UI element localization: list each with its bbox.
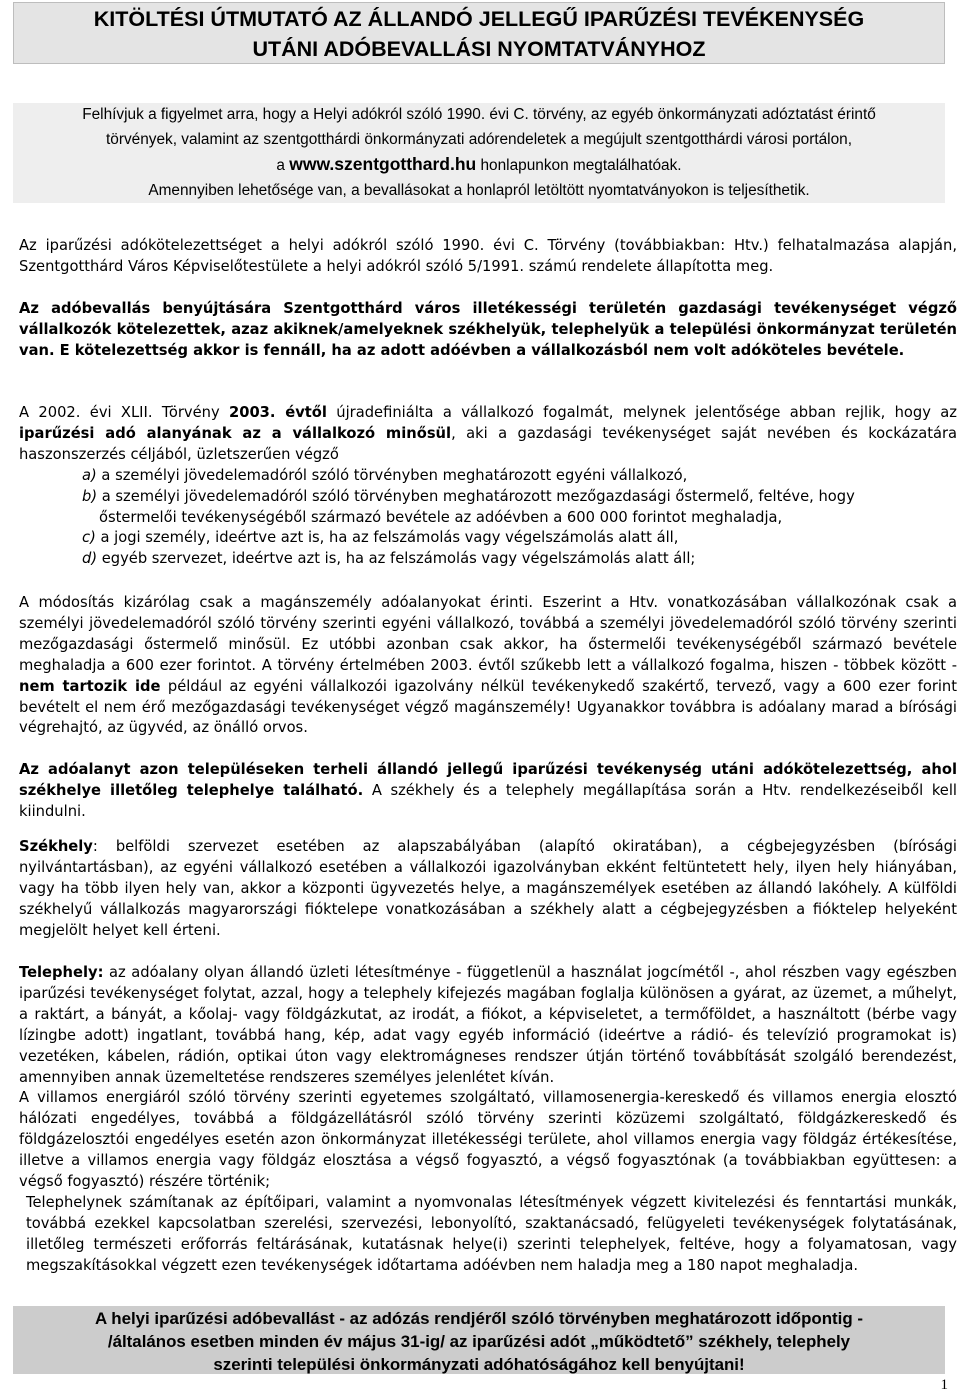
- amendment-part-c: például az egyéni vállalkozói igazolvány nélkül tevékenykedő szakértő, tervező, vagy a 600 ezer forint bevételt el nem érő mezőgazdasági tevékenységet végző magánszemély! Ugyanakkor továbbra is adóalany marad a bírósági végrehajtó, az ügyvéd, az önálló orvos.: [19, 677, 958, 737]
- list-text: a jogi személy, ideértve azt is, ha az felszámolás vagy végelszámolás alatt áll,: [95, 529, 679, 547]
- submission-line-3: szerinti települési önkormányzati adóhatóságához kell benyújtani!: [213, 1355, 745, 1374]
- obligation-text: Az adóbevallás benyújtására Szentgotthárd város illetékességi területén gazdasági tevékenységet végző vállalkozók kötelezettek, azaz akiknek/amelyeknek székhelyük, telephelyük a települési önkormányzat területén van. E kötelezettség akkor is fennáll, ha az adott adóévben a vállalkozásból nem volt adóköteles bevétele.: [19, 300, 957, 359]
- seat-text: [19, 837, 957, 942]
- website-notice: [13, 103, 945, 203]
- website-link[interactable]: www.szentgotthard.hu: [289, 154, 477, 174]
- document-title: [13, 2, 945, 64]
- amendment-text: [19, 593, 957, 739]
- submission-line-1: A helyi iparűzési adóbevallást - az adózás rendjéről szóló törvényben meghatározott időpontig -: [94, 1309, 864, 1328]
- notice-prefix: a: [276, 157, 290, 174]
- definition-year: 2003. évtől: [229, 404, 327, 421]
- notice-line-3: [13, 152, 945, 179]
- tax-subject-bold: Az adóalanyt azon településeken terheli állandó jellegű iparűzési tevékenység utáni adókötelezettség, ahol székhelye illetőleg telephelye található.: [19, 761, 957, 799]
- tax-subject-text: [19, 760, 957, 823]
- list-item: [19, 487, 957, 529]
- list-text: egyéb szervezet, ideértve azt is, ha az felszámolás vagy végelszámolás alatt áll;: [97, 550, 696, 568]
- list-item: [19, 466, 957, 487]
- paragraph-site: [19, 963, 957, 1277]
- paragraph-legal-basis: [19, 236, 957, 278]
- seat-term: Székhely: [19, 838, 93, 855]
- list-letter: c): [82, 529, 96, 547]
- list-text: a személyi jövedelemadóról szóló törvényben meghatározott egyéni vállalkozó,: [96, 466, 688, 484]
- list-letter: b): [82, 487, 98, 505]
- notice-line-1: Felhívjuk a figyelmet arra, hogy a Helyi adókról szóló 1990. évi C. törvény, az egyéb önkormányzati adóztatást érintő: [82, 106, 876, 123]
- paragraph-obligation: [19, 299, 957, 362]
- definition-part-a: A 2002. évi XLII. Törvény: [19, 404, 229, 421]
- definition-part-c: újradefiniálta a vállalkozó fogalmát, melynek jelentősége abban rejlik, hogy az: [326, 404, 957, 421]
- list-item: [19, 528, 957, 549]
- site-definition: az adóalany olyan állandó üzleti létesítménye - függetlenül a használat jogcímétől -, ahol részben vagy egészben iparűzési tevékenységet folytat, azzal, hogy a telephely kifejezés magában foglalja különösen a gyárat, az üzemet, a műhelyt, a raktárt, a bányát, a kőolaj- vagy földgázkutat, az irodát, a fiókot, a képviseletet, a termőföldet, a használtott (bérbe vagy lízingbe adott) ingatlant, továbbá hang, kép, adat vagy egyéb információ (ideértve a rádió- és televízió programokat is) vezetéken, kábelen, rádión, optikai úton vagy elektromágneses rendszer útján történő továbbítását szolgáló berendezést, amennyiben annak üzemeltetése rendszeres személyes jelenlétet kíván.: [19, 964, 957, 1086]
- definition-list: [19, 466, 957, 571]
- paragraph-seat: [19, 837, 957, 942]
- site-term: Telephely:: [19, 964, 104, 981]
- title-line-1: KITÖLTÉSI ÚTMUTATÓ AZ ÁLLANDÓ JELLEGŰ IPARŰZÉSI TEVÉKENYSÉG: [93, 7, 865, 31]
- list-continuation: őstermelői tevékenységéből származó bevétele az adóévben a 600 000 forintot meghaladja,: [99, 508, 783, 526]
- tax-subject-rest: A székhely és a telephely megállapítása során a Htv. rendelkezéseiből kell kiindulni.: [19, 781, 957, 820]
- page-number: 1: [940, 1377, 948, 1393]
- definition-text: [19, 403, 957, 466]
- definition-part-e: , aki a gazdasági tevékenységet saját nevében és kockázatára haszonszerzés céljából, üzletszerűen végző: [19, 424, 957, 463]
- list-item: [19, 549, 957, 570]
- submission-line-2: /általános esetben minden év május 31-ig/ az iparűzési adót „működtető” székhely, telephely: [107, 1332, 851, 1351]
- title-line-2: UTÁNI ADÓBEVALLÁSI NYOMTATVÁNYHOZ: [252, 37, 706, 61]
- paragraph-tax-subject: [19, 760, 957, 823]
- site-text: [19, 963, 957, 1088]
- definition-subject: iparűzési adó alanyának az a vállalkozó minősül: [19, 424, 452, 442]
- seat-definition: : belföldi szervezet esetében az alapszabályában (alapító okiratában), a cégbejegyzésben (bírósági nyilvántartásban), az egyéni vállalkozó esetében a vállalkozói igazolványban ekként feltüntetett hely, ilyen hely hiányában, vagy ha több ilyen hely van, akkor a központi ügyvezetés helye, a magánszemélyek esetében az állandó lakóhely. A külföldi székhelyű vállalkozás magyarországi fióktelepe vonatkozásában a székhely alatt a cégbejegyzésben a fióktelep helyeként megjelölt helyet kell érteni.: [19, 838, 957, 939]
- paragraph-amendment: [19, 593, 957, 739]
- site-construction-text: Telephelynek számítanak az építőipari, valamint a nyomvonalas létesítmények végzett kivitelezési és fenntartási munkák, továbbá ezekkel kapcsolatban szerelési, szervezési, lebonyolító, szaktanácsadó, felügyeleti tevékenységek folytatásának, illetőleg természeti erőforrás feltárásának, kutatásnak helye(i) szerinti telephelyek, feltéve, hogy a folyamatosan, vagy megszakításokkal végzett ezen tevékenységek időtartama adóévben nem haladja meg a 180 napot meghaladja.: [26, 1193, 957, 1274]
- list-letter: a): [82, 466, 97, 484]
- notice-line-4: Amennyiben lehetősége van, a bevallásokat a honlapról letöltött nyomtatványokon is teljesíthetik.: [148, 181, 810, 199]
- list-text: a személyi jövedelemadóról szóló törvényben meghatározott mezőgazdasági őstermelő, feltéve, hogy: [97, 487, 855, 505]
- amendment-part-a: A módosítás kizárólag csak a magánszemély adóalanyokat érinti. Eszerint a Htv. vonatkozásában vállalkozónak csak a személyi jövedelemadóról szóló törvény szerinti egyéni vállalkozó, továbbá a személyi jövedelemadóról szóló törvény szerinti mezőgazdasági őstermelő minősül. Ez utóbbi azonban csak akkor, ha őstermelői tevékenységéből származó bevétele meghaladja a 600 ezer forintot. A törvény értelmében 2003. évtől szűkebb lett a vállalkozó fogalma, hiszen - többek között -: [19, 594, 957, 674]
- notice-line-2: törvények, valamint az szentgotthárdi önkormányzati adórendeletek a megújult szentgotthárdi városi portálon,: [105, 130, 852, 148]
- list-letter: d): [82, 550, 98, 568]
- site-energy-text: A villamos energiáról szóló törvény szerinti egyetemes szolgáltató, villamosenergia-kereskedő és villamos energia elosztó hálózati engedélyes, továbbá a földgázellátásról szóló törvény szerinti közüzemi szolgáltató, földgázkereskedő és földgázelosztói engedélyes esetén azon önkormányzat illetékességi területe, ahol villamos energia vagy földgáz értékesítése, illetve a villamos energia vagy földgáz elosztása a végső fogyasztó, a végső fogyasztónak (a továbbiakban együttesen: a végső fogyasztó) részére történik;: [19, 1089, 957, 1191]
- legal-basis-text: Az iparűzési adókötelezettséget a helyi adókról szóló 1990. évi C. Törvény (továbbiakban: Htv.) felhatalmazása alapján, Szentgotthárd Város Képviselőtestülete a helyi adókról szóló 5/1991. számú rendelete állapította meg.: [19, 237, 957, 275]
- amendment-emphasis: nem tartozik ide: [19, 677, 161, 695]
- notice-suffix: honlapunkon megtalálhatóak.: [476, 157, 682, 174]
- paragraph-definition: [19, 403, 957, 570]
- submission-notice: [13, 1306, 945, 1374]
